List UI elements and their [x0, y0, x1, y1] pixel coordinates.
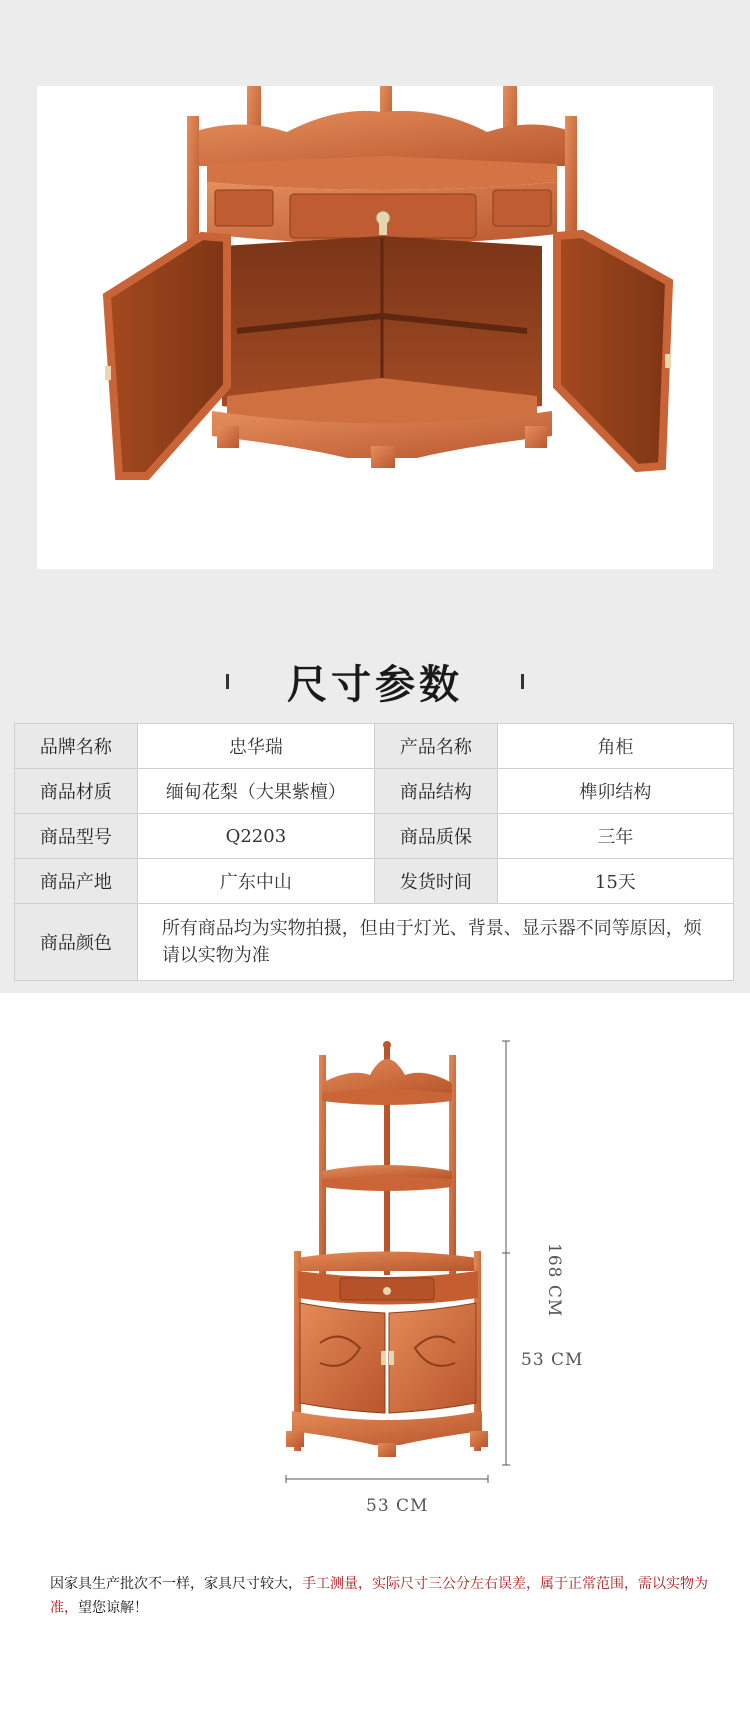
- footnote-part1: 因家具生产批次不一样，家具尺寸较大，: [50, 1576, 302, 1592]
- spec-value: 15天: [497, 859, 733, 904]
- height-label: 168 CM: [544, 1243, 564, 1318]
- spec-key: 商品质保: [374, 814, 497, 859]
- spec-value: Q2203: [137, 814, 374, 859]
- section-title-row: [0, 655, 750, 707]
- cabinet-height-label: 53 CM: [521, 1350, 584, 1370]
- footnote: [50, 1572, 710, 1620]
- title-left-divider: [226, 674, 229, 689]
- dimension-drawing: [0, 993, 750, 1553]
- spec-value: 三年: [497, 814, 733, 859]
- spec-key: 商品结构: [374, 769, 497, 814]
- table-row: [15, 904, 734, 981]
- spec-value: 榫卯结构: [497, 769, 733, 814]
- spec-value: 缅甸花梨（大果紫檀）: [137, 769, 374, 814]
- spec-key: 商品材质: [15, 769, 138, 814]
- spec-key: 品牌名称: [15, 724, 138, 769]
- table-row: [15, 769, 734, 814]
- open-cabinet-illustration: [37, 86, 713, 569]
- spec-value: 忠华瑞: [137, 724, 374, 769]
- spec-key: 商品型号: [15, 814, 138, 859]
- section-title: 尺寸参数: [287, 660, 463, 708]
- footnote-part3: 望您谅解！: [78, 1600, 148, 1616]
- spec-key: 产品名称: [374, 724, 497, 769]
- corner-shelf-illustration: [0, 993, 750, 1553]
- title-right-divider: [521, 674, 524, 689]
- spec-key: 商品颜色: [15, 904, 138, 981]
- product-photo: [37, 86, 713, 569]
- spec-table: [14, 723, 734, 981]
- table-row: [15, 724, 734, 769]
- spec-value-note: 所有商品均为实物拍摄，但由于灯光、背景、显示器不同等原因，烦请以实物为准: [137, 904, 733, 981]
- table-row: [15, 859, 734, 904]
- footnote-part2: 手工测量，实际尺寸三公分左右误差，属于正常范围，需以实物为准，: [50, 1576, 708, 1616]
- table-row: [15, 814, 734, 859]
- spec-value: 角柜: [497, 724, 733, 769]
- spec-key: 发货时间: [374, 859, 497, 904]
- width-label: 53 CM: [366, 1496, 429, 1516]
- spec-value: 广东中山: [137, 859, 374, 904]
- spec-key: 商品产地: [15, 859, 138, 904]
